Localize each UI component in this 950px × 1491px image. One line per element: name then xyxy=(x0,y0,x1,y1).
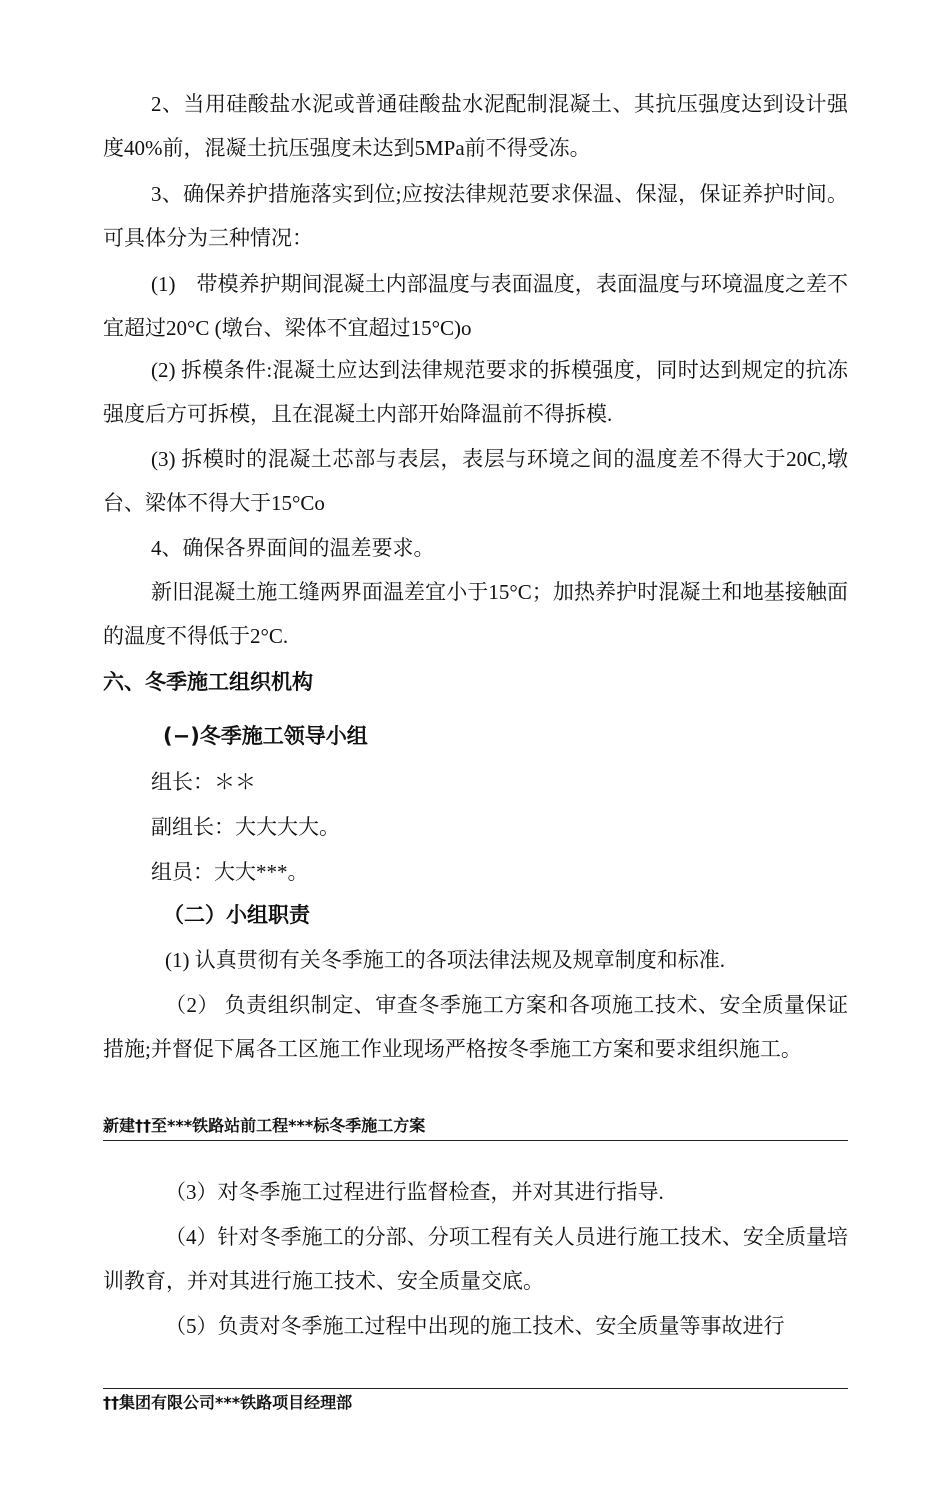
running-footer: ††集团有限公司***铁路项目经理部 xyxy=(103,1388,848,1415)
paragraph-formwork-curing: (1) 带模养护期间混凝土内部温度与表面温度，表面温度与环境温度之差不宜超过20°C (墩台、梁体不宜超过15°C)o xyxy=(103,272,848,340)
paragraph-form-removal: (2) 拆模条件:混凝土应达到法律规范要求的拆模强度，同时达到规定的抗冻强度后方可拆模，且在混凝土内部开始降温前不得拆模. xyxy=(103,358,848,426)
subsection-duties: （二）小组职责 xyxy=(163,903,310,927)
running-header: 新建††至***铁路站前工程***标冬季施工方案 xyxy=(103,1114,848,1141)
group-leader: 组长：＊＊ xyxy=(151,770,256,794)
subsection-leadership: (−)冬季施工领导小组 xyxy=(163,724,368,748)
paragraph-interface: 4、确保各界面间的温差要求。 xyxy=(151,536,435,560)
duty-item-3: （3）对冬季施工过程进行监督检查，并对其进行指导. xyxy=(165,1180,664,1204)
paragraph-strength: 2、当用硅酸盐水泥或普通硅酸盐水泥配制混凝土、其抗压强度达到设计强度40%前，混凝土抗压强度未达到5MPa前不得受冻。 xyxy=(103,92,848,160)
group-members: 组员：大大***。 xyxy=(151,860,309,884)
deputy-leader: 副组长：大大大大。 xyxy=(151,815,340,839)
duty-item-4: （4）针对冬季施工的分部、分项工程有关人员进行施工技术、安全质量培训教育，并对其进行施工技术、安全质量交底。 xyxy=(103,1225,848,1293)
paragraph-joint-temperature: 新旧混凝土施工缝两界面温差宜小于15°C；加热养护时混凝土和地基接触面的温度不得低于2°C. xyxy=(103,580,848,648)
paragraph-temperature-diff: (3) 拆模时的混凝土芯部与表层，表层与环境之间的温度差不得大于20C,墩台、梁体不得大于15°Co xyxy=(103,447,848,515)
paragraph-curing: 3、确保养护措施落实到位;应按法律规范要求保温、保湿，保证养护时间。可具体分为三种情况： xyxy=(103,182,848,250)
duty-item-5: （5）负责对冬季施工过程中出现的施工技术、安全质量等事故进行 xyxy=(165,1314,785,1338)
duty-item-1: (1) 认真贯彻有关冬季施工的各项法律法规及规章制度和标准. xyxy=(165,948,725,972)
section-title: 六、冬季施工组织机构 xyxy=(103,670,313,694)
duty-item-2: （2） 负责组织制定、审查冬季施工方案和各项施工技术、安全质量保证措施;并督促下属各工区施工作业现场严格按冬季施工方案和要求组织施工。 xyxy=(103,993,848,1061)
